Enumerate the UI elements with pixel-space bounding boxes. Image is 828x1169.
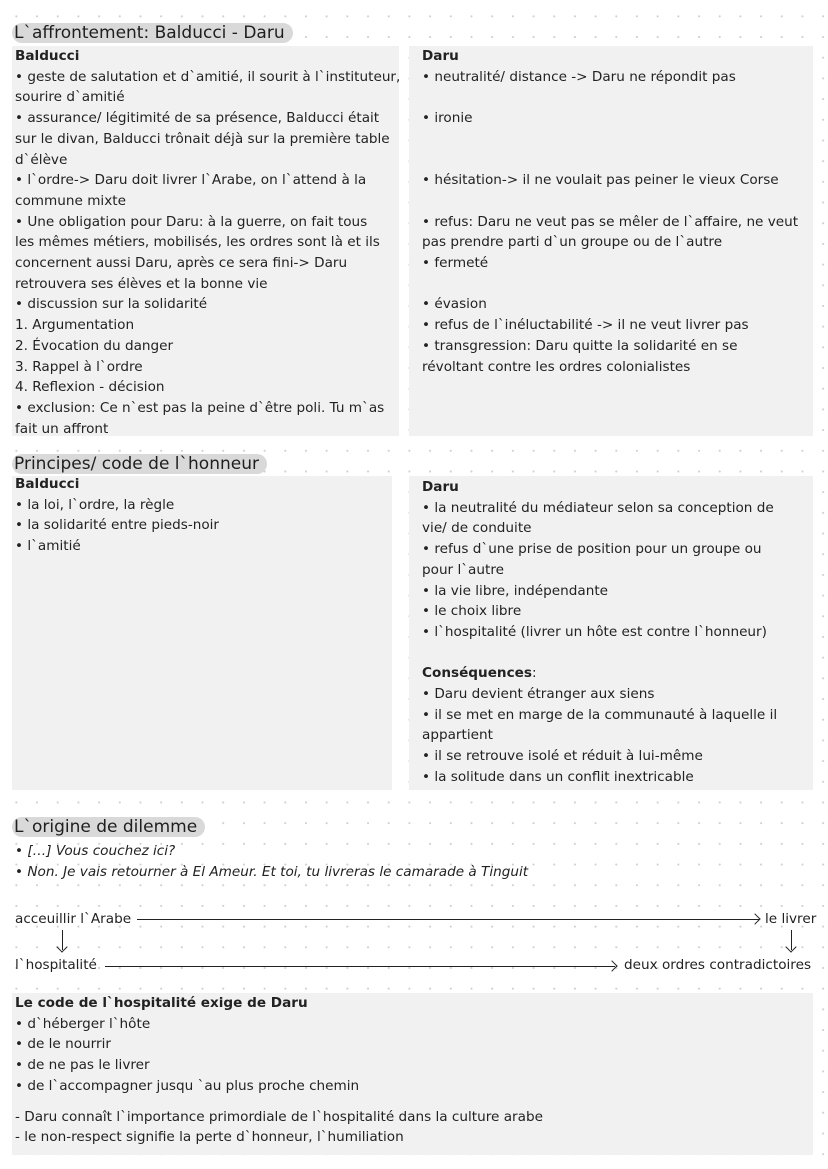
daru-principe-line: • la neutralité du médiateur selon sa conception de [422,499,774,516]
code-items-list [15,1014,543,1097]
daru-principe-line: vie/ de conduite [422,520,532,537]
daru-line: • ironie [422,110,473,127]
quote-bullet: • [15,863,28,880]
balducci-principes-list [15,495,219,557]
balducci-line: • exclusion: Ce n`est pas la peine d`être poli. Tu m`as [15,399,385,416]
code-item: • de le nourrir [15,1036,111,1053]
arrow-down-icon [56,941,67,952]
code-item: • de l`accompagner jusqu `au plus proche chemin [15,1077,360,1094]
balducci-line: d`élève [15,151,68,168]
section-heading-principes: Principes/ code de l`honneur [12,454,267,474]
consequences-colon: : [531,665,537,682]
daru-line: révoltant contre les ordres colonialistes [422,358,691,375]
daru-line [422,274,798,295]
consequence-line: appartient [422,727,493,744]
balducci-line: 3. Rappel à l`ordre [15,358,143,375]
arrow-top-line [137,919,759,920]
quote-block [15,841,528,882]
balducci-line: 2. Évocation du danger [15,337,174,354]
daru-principe-line: • le choix libre [422,603,522,620]
balducci-principes-title: Balducci [15,476,80,492]
balducci-list [15,67,400,440]
daru-principe-line: • refus d`une prise de position pour un groupe ou [422,541,762,558]
balducci-line: retrouvera ses élèves et la bonne vie [15,275,268,292]
daru-line: pas prendre parti d`un groupe ou de l`autre [422,234,723,251]
daru-line: • évasion [422,296,487,313]
daru-principe-line: • l`hospitalité (livrer un hôte est contre l`honneur) [422,623,767,640]
consequence-line: • il se met en marge de la communauté à laquelle il [422,706,778,723]
daru-principes-list [422,498,777,643]
code-note: - le non-respect signifie la perte d`honneur, l`humiliation [15,1129,404,1146]
consequence-line: • la solitude dans un conflit inextricable [422,768,694,785]
daru-title: Daru [422,48,459,64]
daru-line: • transgression: Daru quitte la solidarité en se [422,337,738,354]
balducci-line: • geste de salutation et d`amitié, il sourit à l`instituteur, [15,68,401,85]
daru-line: • neutralité/ distance -> Daru ne répondit pas [422,68,736,85]
balducci-line: concernent aussi Daru, après ce sera fini-> Daru [15,255,348,272]
daru-line [422,87,798,108]
daru-line: • hésitation-> il ne voulait pas peiner le vieux Corse [422,172,779,189]
code-hospitalite-panel [12,993,813,1155]
daru-list [422,67,798,378]
balducci-principe-line: • la loi, l`ordre, la règle [15,496,175,513]
balducci-panel-affrontement [12,46,399,436]
daru-line [422,129,798,150]
diagram-bottom-left: l`hospitalité [15,957,97,973]
balducci-line: 1. Argumentation [15,317,135,334]
daru-principes-title: Daru [422,479,459,495]
balducci-panel-principes [12,476,392,790]
diagram-bottom-right: deux ordres contradictoires [624,957,812,973]
balducci-principe-line: • la solidarité entre pieds-noir [15,517,220,534]
quote-bullet: • [15,843,28,859]
code-note: - Daru connaît l`importance primordiale de l`hospitalité dans la culture arabe [15,1108,543,1125]
daru-line [422,150,798,171]
section-heading-origine: L`origine de dilemme [12,817,205,837]
balducci-line: commune mixte [15,192,126,209]
consequences-list [422,684,777,788]
arrow-right-icon [606,960,617,971]
diagram-top-right: le livrer [765,911,817,927]
arrow-down-icon [785,941,796,952]
balducci-line: 4. Reflexion - décision [15,379,165,396]
daru-line: • refus de l`inéluctabilité -> il ne veut livrer pas [422,317,749,334]
daru-principe-line: • la vie libre, indépendante [422,582,609,599]
daru-line: • refus: Daru ne veut pas se mêler de l`affaire, ne veut [422,213,799,230]
daru-principe-line: pour l`autre [422,561,504,578]
balducci-line: • assurance/ légitimité de sa présence, Balducci était [15,110,380,127]
code-item: • d`héberger l`hôte [15,1015,151,1032]
diagram-top-left: acceuillir l`Arabe [15,911,132,927]
daru-line: • fermeté [422,255,489,272]
code-item: • de ne pas le livrer [15,1057,150,1074]
balducci-principe-line: • l`amitié [15,538,81,555]
balducci-line: • discussion sur la solidarité [15,296,208,313]
consequences-title: Conséquences [422,665,532,682]
arrow-bottom-line [105,966,615,967]
balducci-title: Balducci [15,48,80,64]
section-heading-affrontement: L`affrontement: Balducci - Daru [12,23,293,43]
daru-line [422,191,798,212]
daru-panel-affrontement [409,46,813,436]
quote-line-1: […] Vous couchez ici? [27,843,176,859]
code-title: Le code de l`hospitalité exige de Daru [15,995,308,1011]
consequence-line: • il se retrouve isolé et réduit à lui-même [422,748,703,765]
quote-line-2: Non. Je vais retourner à El Ameur. Et toi, tu livreras le camarade à Tinguit [27,863,529,880]
code-notes-list [15,1107,543,1148]
balducci-line: les mêmes métiers, mobilisés, les ordres sont là et ils [15,234,380,251]
balducci-line: sur le divan, Balducci trônait déjà sur la première table [15,130,390,147]
consequence-line: • Daru devient étranger aux siens [422,686,655,703]
daru-panel-principes [409,476,813,790]
balducci-line: sourire d`amitié [15,89,125,106]
balducci-line: • l`ordre-> Daru doit livrer l`Arabe, on l`attend à la [15,172,367,189]
arrow-right-icon [749,913,760,924]
balducci-line: • Une obligation pour Daru: à la guerre, on fait tous [15,213,368,230]
balducci-line: fait un affront [15,420,109,437]
